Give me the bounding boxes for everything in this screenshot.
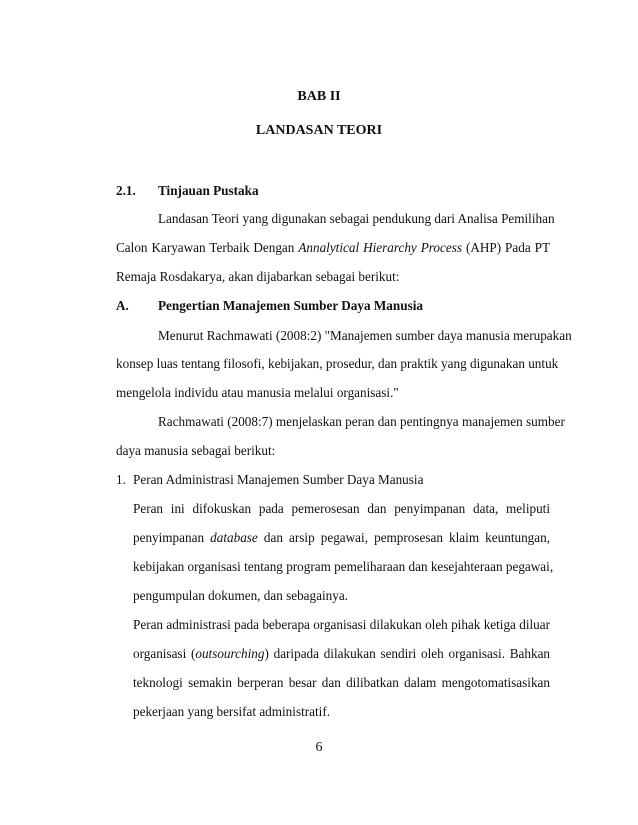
item-1-p2-line-2-italic: outsourching — [195, 646, 265, 661]
intro-line-2-start: Calon Karyawan Terbaik Dengan — [116, 240, 295, 255]
subsection-p1-line-1: Menurut Rachmawati (2008:2) "Manajemen sumber daya manusia merupakan — [158, 328, 572, 343]
item-1-p2-line-2-start: organisasi ( — [133, 646, 196, 661]
item-1-p1-line-4: pengumpulan dokumen, dan sebagainya. — [133, 588, 348, 603]
item-1-label: 1. — [116, 472, 126, 487]
item-1-p2-line-1: Peran administrasi pada beberapa organisasi dilakukan oleh pihak ketiga diluar — [133, 617, 550, 632]
intro-line-2-end: (AHP) Pada PT — [465, 240, 551, 255]
item-1-p1-line-3: kebijakan organisasi tentang program pemeliharaan dan kesejahteraan pegawai, — [133, 559, 554, 574]
item-1-p2-line-2 — [133, 646, 550, 662]
chapter-number: BAB II — [297, 89, 341, 104]
item-1-p1-line-2-end: dan arsip pegawai, pemprosesan klaim keuntungan, — [263, 530, 551, 545]
subsection-p2-line-1: Rachmawati (2008:7) menjelaskan peran dan pentingnya manajemen sumber — [158, 414, 565, 429]
subsection-label: A. — [116, 298, 129, 313]
item-1-p2-line-4: pekerjaan yang bersifat administratif. — [133, 704, 331, 719]
subsection-p1-line-2: konsep luas tentang filosofi, kebijakan, prosedur, dan praktik yang digunakan untuk — [116, 356, 559, 371]
intro-line-2-italic: Annalytical Hierarchy Process — [298, 240, 462, 255]
chapter-title: LANDASAN TEORI — [255, 123, 383, 138]
item-1-title: Peran Administrasi Manajemen Sumber Daya Manusia — [133, 472, 424, 487]
intro-line-1: Landasan Teori yang digunakan sebagai pendukung dari Analisa Pemilihan — [158, 211, 555, 226]
page-number: 6 — [315, 740, 323, 755]
section-title: Tinjauan Pustaka — [158, 183, 259, 198]
subsection-p2-line-2: daya manusia sebagai berikut: — [116, 443, 276, 458]
item-1-p1-line-2 — [133, 530, 550, 546]
intro-line-3: Remaja Rosdakarya, akan dijabarkan sebagai berikut: — [116, 269, 400, 284]
section-number: 2.1. — [116, 183, 136, 198]
subsection-title: Pengertian Manajemen Sumber Daya Manusia — [158, 298, 423, 313]
item-1-p1-line-2-italic: database — [210, 530, 258, 545]
item-1-p2-line-3: teknologi semakin berperan besar dan dilibatkan dalam mengotomatisasikan — [133, 675, 550, 690]
subsection-p1-line-3: mengelola individu atau manusia melalui organisasi." — [116, 385, 399, 400]
item-1-p1-line-2-start: penyimpanan — [133, 530, 205, 545]
item-1-p2-line-2-end: ) daripada dilakukan sendiri oleh organisasi. Bahkan — [264, 646, 551, 661]
item-1-p1-line-1: Peran ini difokuskan pada pemerosesan dan penyimpanan data, meliputi — [133, 501, 550, 516]
intro-line-2 — [116, 240, 550, 256]
